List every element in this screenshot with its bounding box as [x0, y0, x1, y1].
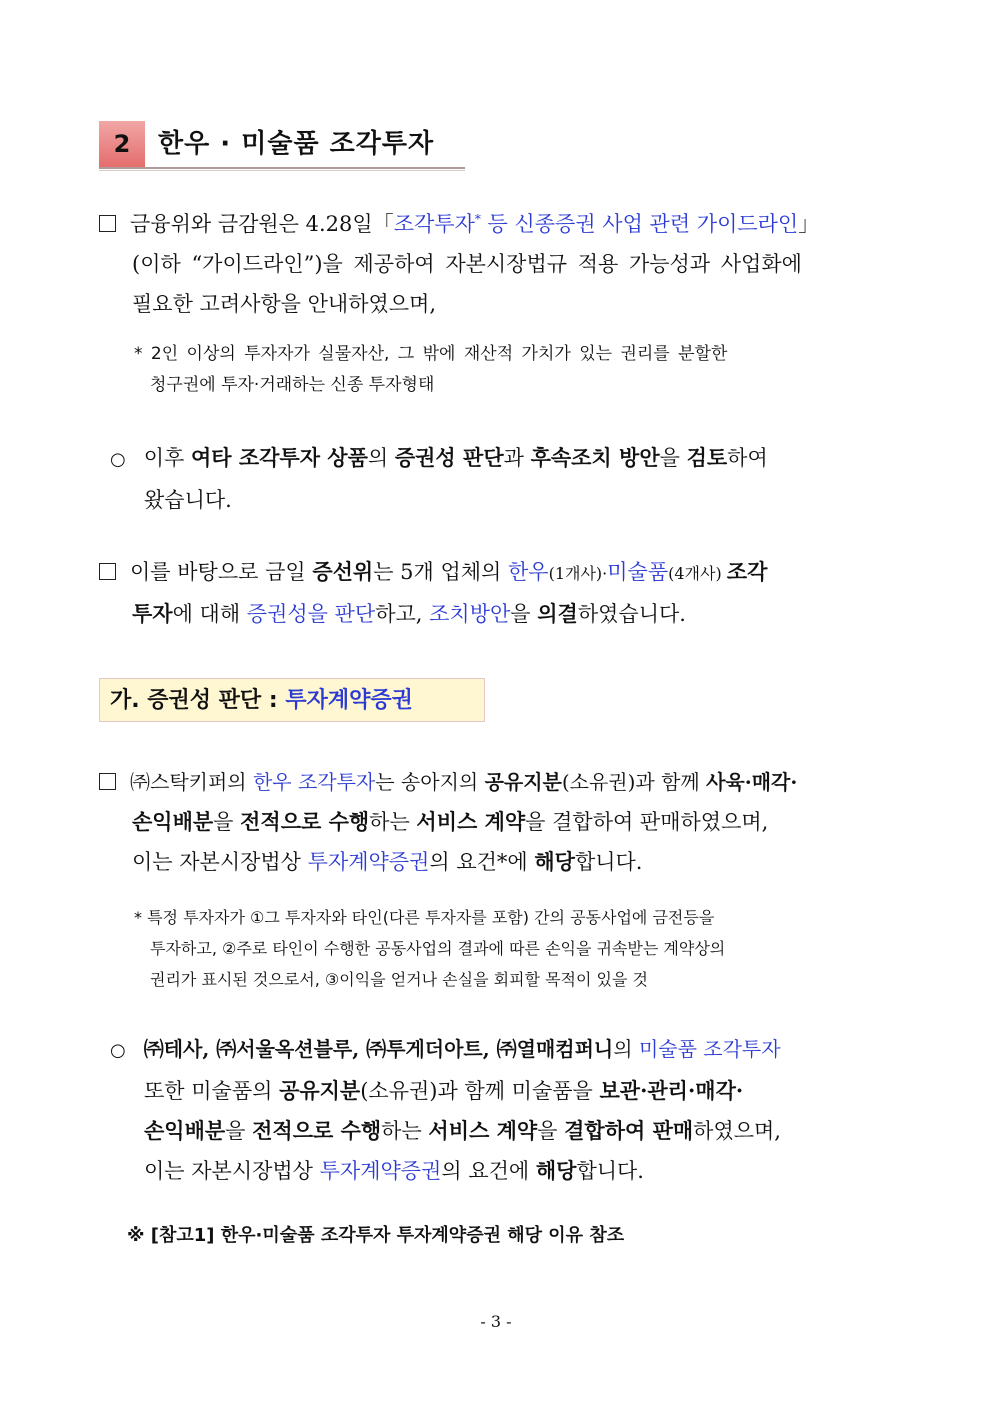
section-title: 한우 · 미술품 조각투자	[158, 129, 435, 159]
paragraph-line: ○ ㈜테사, ㈜서울옥션블루, ㈜투게더아트, ㈜열매컴퍼니의 미술품 조각투자	[110, 1037, 781, 1061]
paragraph-line: 손익배분을 전적으로 수행하는 서비스 계약을 결합하여 판매하였으며,	[144, 1118, 781, 1143]
checkbox-bullet	[99, 563, 116, 580]
paragraph-line: 이는 자본시장법상 투자계약증권의 요건*에 해당합니다.	[132, 849, 643, 874]
paragraph-line: 투자에 대해 증권성을 판단하고, 조치방안을 의결하였습니다.	[132, 601, 686, 626]
subsection-title: 가. 증권성 판단 : 투자계약증권	[99, 678, 485, 722]
paragraph-art	[110, 1029, 900, 1191]
checkbox-bullet	[99, 215, 116, 232]
section-underline-light	[99, 170, 465, 171]
section-underline	[99, 167, 465, 169]
paragraph-line: 필요한 고려사항을 안내하였으며,	[132, 292, 437, 316]
paragraph-review	[110, 438, 900, 520]
paragraph-decision	[99, 552, 899, 634]
footnote-requirements: * 특정 투자자가 ①그 투자자와 타인(다른 투자자를 포함) 간의 공동사업에 금전등을 투자하고, ②주로 타인이 수행한 공동사업의 결과에 따른 손익을 귀속받는 계약상의 권리가 표시된 것으로서, ③이익을 얻거나 손실을 회피할 목적이 있을 것	[134, 908, 726, 989]
section-number: 2	[99, 121, 145, 167]
paragraph-line: (이하 “가이드라인”)을 제공하여 자본시장법규 적용 가능성과 사업화에	[132, 252, 802, 276]
page-number: - 3 -	[480, 1312, 512, 1331]
term-fractional-investment: 조각투자	[393, 212, 475, 236]
circle-bullet: ○	[110, 1040, 126, 1061]
paragraph-line: ○ 이후 여타 조각투자 상품의 증권성 판단과 후속조치 방안을 검토하여	[110, 445, 768, 470]
reference-note: ※ [참고1] 한우·미술품 조각투자 투자계약증권 해당 이유 참조	[127, 1225, 625, 1246]
paragraph-line: ㈜스탁키퍼의 한우 조각투자는 송아지의 공유지분(소유권)과 함께 사육·매각·	[99, 762, 899, 802]
paragraph-line: 손익배분을 전적으로 수행하는 서비스 계약을 결합하여 판매하였으며,	[132, 809, 769, 834]
paragraph-hanwoo	[99, 762, 899, 882]
circle-bullet: ○	[110, 449, 126, 470]
paragraph-line: 이는 자본시장법상 투자계약증권의 요건에 해당합니다.	[144, 1158, 644, 1183]
footnote-definition: * 2인 이상의 투자자가 실물자산, 그 밖에 재산적 가치가 있는 권리를 분할한 청구권에 투자·거래하는 신종 투자형태	[134, 344, 728, 395]
paragraph-guideline	[99, 199, 899, 324]
paragraph-line: 왔습니다.	[144, 488, 232, 512]
checkbox-bullet	[99, 773, 116, 790]
paragraph-line: 또한 미술품의 공유지분(소유권)과 함께 미술품을 보관·관리·매각·	[144, 1078, 744, 1103]
paragraph-line: 금융위와 금감원은 4.28일「조각투자* 등 신종증권 사업 관련 가이드라인」	[99, 199, 899, 244]
paragraph-line: 이를 바탕으로 금일 증선위는 5개 업체의 한우(1개사)·미술품(4개사) 조각	[99, 552, 899, 594]
